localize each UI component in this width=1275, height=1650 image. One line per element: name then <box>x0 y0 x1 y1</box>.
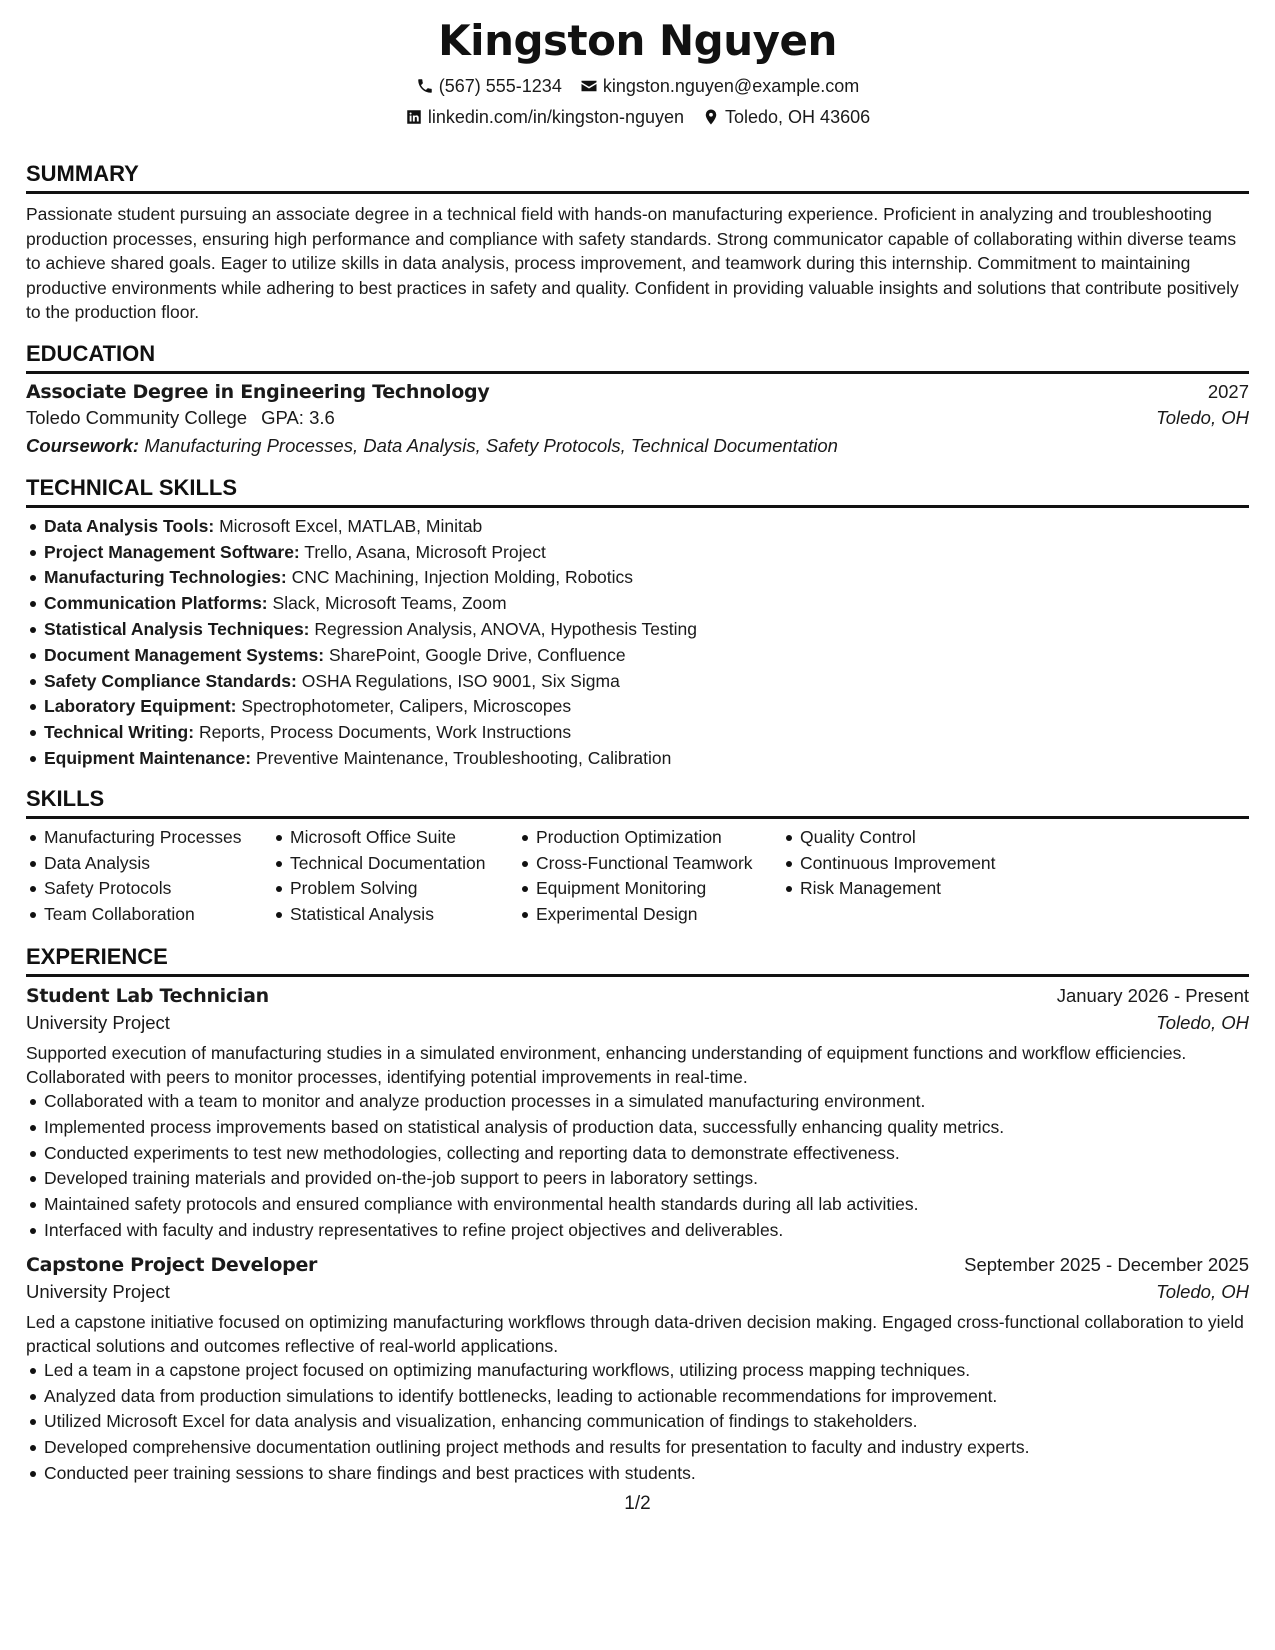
list-item: Experimental Design <box>536 902 782 928</box>
skills-grid <box>26 825 1249 928</box>
job-bullets <box>26 1089 1249 1244</box>
job-header-row <box>26 1254 1249 1276</box>
list-item <box>44 617 1249 643</box>
list-item: Conducted peer training sessions to share findings and best practices with students. <box>44 1461 1249 1487</box>
list-item: Developed training materials and provided on-the-job support to peers in laboratory settings. <box>44 1166 1249 1192</box>
skill-values: Spectrophotometer, Calipers, Microscopes <box>241 696 572 717</box>
job-location: Toledo, OH <box>1156 1012 1249 1034</box>
coursework-line <box>26 435 1249 457</box>
job-dates: September 2025 - December 2025 <box>964 1253 1249 1275</box>
list-item <box>44 540 1249 566</box>
skill-category: Technical Writing: <box>44 722 195 743</box>
list-item <box>44 720 1249 746</box>
contact-line-2 <box>26 107 1249 127</box>
job-entry <box>26 985 1249 1244</box>
list-item <box>44 746 1249 772</box>
location-text: Toledo, OH 43606 <box>725 107 871 128</box>
school-line <box>26 407 335 429</box>
skill-category: Laboratory Equipment: <box>44 696 237 717</box>
coursework-list: Manufacturing Processes, Data Analysis, Safety Protocols, Technical Documentation <box>144 434 838 456</box>
list-item: Safety Protocols <box>44 876 272 902</box>
list-item: Quality Control <box>800 825 1082 851</box>
email-text[interactable]: kingston.nguyen@example.com <box>602 76 860 97</box>
skill-category: Safety Compliance Standards: <box>44 670 297 691</box>
skills-column-3 <box>518 825 782 928</box>
skill-values: Microsoft Excel, MATLAB, Minitab <box>219 515 483 536</box>
list-item: Continuous Improvement <box>800 851 1082 877</box>
job-bullets <box>26 1358 1249 1487</box>
list-item <box>44 669 1249 695</box>
skills-column-1 <box>26 825 272 928</box>
list-item: Interfaced with faculty and industry representatives to refine project objectives and deliverables. <box>44 1218 1249 1244</box>
list-item: Analyzed data from production simulations to identify bottlenecks, leading to actionable recommendations for improvement. <box>44 1384 1249 1410</box>
email-contact[interactable] <box>580 76 859 96</box>
school-name: Toledo Community College <box>26 406 248 428</box>
list-item <box>44 591 1249 617</box>
list-item: Collaborated with a team to monitor and analyze production processes in a simulated manufacturing environment. <box>44 1089 1249 1115</box>
job-description: Led a capstone initiative focused on optimizing manufacturing workflows through data-driven decision making. Engaged cross-functional collaboration to yield practical solutions and outcomes reflective of real-world applications. <box>26 1311 1244 1356</box>
skill-values: SharePoint, Google Drive, Confluence <box>328 644 626 665</box>
list-item: Technical Documentation <box>290 851 518 877</box>
skill-values: CNC Machining, Injection Molding, Robotics <box>291 567 634 588</box>
job-title: Student Lab Technician <box>26 985 269 1008</box>
experience-section <box>26 944 1249 1487</box>
list-item: Risk Management <box>800 876 1082 902</box>
technical-skills-heading: TECHNICAL SKILLS <box>26 475 1249 508</box>
degree-title: Associate Degree in Engineering Technology <box>26 380 490 403</box>
job-organization: University Project <box>26 1280 170 1302</box>
coursework-label: Coursework: <box>26 434 140 456</box>
skill-values: Preventive Maintenance, Troubleshooting, Calibration <box>255 748 672 769</box>
skill-category: Document Management Systems: <box>44 644 325 665</box>
list-item: Maintained safety protocols and ensured compliance with environmental health standards during all lab activities. <box>44 1192 1249 1218</box>
skills-heading: SKILLS <box>26 786 1249 819</box>
list-item: Statistical Analysis <box>290 902 518 928</box>
candidate-name: Kingston Nguyen <box>438 16 837 65</box>
summary-heading: SUMMARY <box>26 161 1249 194</box>
job-org-row <box>26 1012 1249 1034</box>
skill-category: Equipment Maintenance: <box>44 748 252 769</box>
list-item: Microsoft Office Suite <box>290 825 518 851</box>
phone-text: (567) 555-1234 <box>438 76 562 97</box>
technical-skills-list <box>26 514 1249 772</box>
job-header-row <box>26 985 1249 1007</box>
list-item: Manufacturing Processes <box>44 825 272 851</box>
list-item <box>44 565 1249 591</box>
list-item: Led a team in a capstone project focused on optimizing manufacturing workflows, utilizing process mapping techniques. <box>44 1358 1249 1384</box>
education-school-row <box>26 407 1249 429</box>
education-header-row <box>26 381 1249 403</box>
job-description: Supported execution of manufacturing studies in a simulated environment, enhancing understanding of equipment functions and workflow efficiencies. Collaborated with peers to monitor processes, identifying potential improvements in real-time. <box>26 1043 1187 1088</box>
skills-column-2 <box>272 825 518 928</box>
list-item: Developed comprehensive documentation outlining project methods and results for presentation to faculty and industry experts. <box>44 1435 1249 1461</box>
job-org-row <box>26 1281 1249 1303</box>
list-item: Data Analysis <box>44 851 272 877</box>
skill-category: Data Analysis Tools: <box>44 515 215 536</box>
job-location: Toledo, OH <box>1156 1280 1249 1302</box>
list-item: Implemented process improvements based on statistical analysis of production data, successfully enhancing quality metrics. <box>44 1115 1249 1141</box>
skill-values: Regression Analysis, ANOVA, Hypothesis Testing <box>314 619 697 640</box>
skill-values: Trello, Asana, Microsoft Project <box>304 541 546 562</box>
list-item: Utilized Microsoft Excel for data analysis and visualization, enhancing communication of findings to stakeholders. <box>44 1409 1249 1435</box>
envelope-icon <box>580 77 598 95</box>
skill-category: Statistical Analysis Techniques: <box>44 619 310 640</box>
list-item <box>44 643 1249 669</box>
list-item <box>44 514 1249 540</box>
phone-contact <box>416 76 562 96</box>
skill-values: OSHA Regulations, ISO 9001, Six Sigma <box>301 670 620 691</box>
list-item: Team Collaboration <box>44 902 272 928</box>
education-heading: EDUCATION <box>26 341 1249 374</box>
resume-page <box>26 16 1249 1487</box>
list-item: Conducted experiments to test new methodologies, collecting and reporting data to demonstrate effectiveness. <box>44 1141 1249 1167</box>
linkedin-contact[interactable] <box>405 107 684 127</box>
contact-line-1 <box>26 76 1249 96</box>
list-item: Production Optimization <box>536 825 782 851</box>
skill-category: Manufacturing Technologies: <box>44 567 287 588</box>
linkedin-icon <box>405 108 423 126</box>
location-contact <box>702 107 870 127</box>
school-location: Toledo, OH <box>1156 406 1249 428</box>
list-item: Equipment Monitoring <box>536 876 782 902</box>
list-item: Problem Solving <box>290 876 518 902</box>
summary-section <box>26 161 1249 325</box>
linkedin-text[interactable]: linkedin.com/in/kingston-nguyen <box>427 107 685 128</box>
skill-values: Slack, Microsoft Teams, Zoom <box>272 593 507 614</box>
technical-skills-section <box>26 475 1249 772</box>
job-entry <box>26 1254 1249 1487</box>
job-title: Capstone Project Developer <box>26 1253 318 1276</box>
list-item: Cross-Functional Teamwork <box>536 851 782 877</box>
gpa: GPA: 3.6 <box>261 406 335 428</box>
skill-values: Reports, Process Documents, Work Instructions <box>198 722 572 743</box>
phone-icon <box>416 77 434 95</box>
skill-category: Communication Platforms: <box>44 593 268 614</box>
experience-heading: EXPERIENCE <box>26 944 1249 977</box>
graduation-year: 2027 <box>1207 380 1249 402</box>
job-organization: University Project <box>26 1012 170 1034</box>
skills-section <box>26 786 1249 928</box>
education-section <box>26 341 1249 457</box>
skills-column-4 <box>782 825 1082 928</box>
map-pin-icon <box>702 108 720 126</box>
list-item <box>44 694 1249 720</box>
summary-text: Passionate student pursuing an associate degree in a technical field with hands-on manufacturing experience. Proficient in analyzing and troubleshooting production processes, ensuring high performance and compliance with safety standards. Strong communicator capable of collaborating within diverse teams to achieve shared goals. Eager to utilize skills in data analysis, process improvement, and teamwork during this internship. Commitment to maintaining productive environments while adhering to best practices in safety and quality. Confident in providing valuable insights and solutions that contribute positively to the production floor. <box>26 204 1239 323</box>
job-dates: January 2026 - Present <box>1056 985 1249 1007</box>
skill-category: Project Management Software: <box>44 541 300 562</box>
page-number: 1/2 <box>624 1493 651 1514</box>
